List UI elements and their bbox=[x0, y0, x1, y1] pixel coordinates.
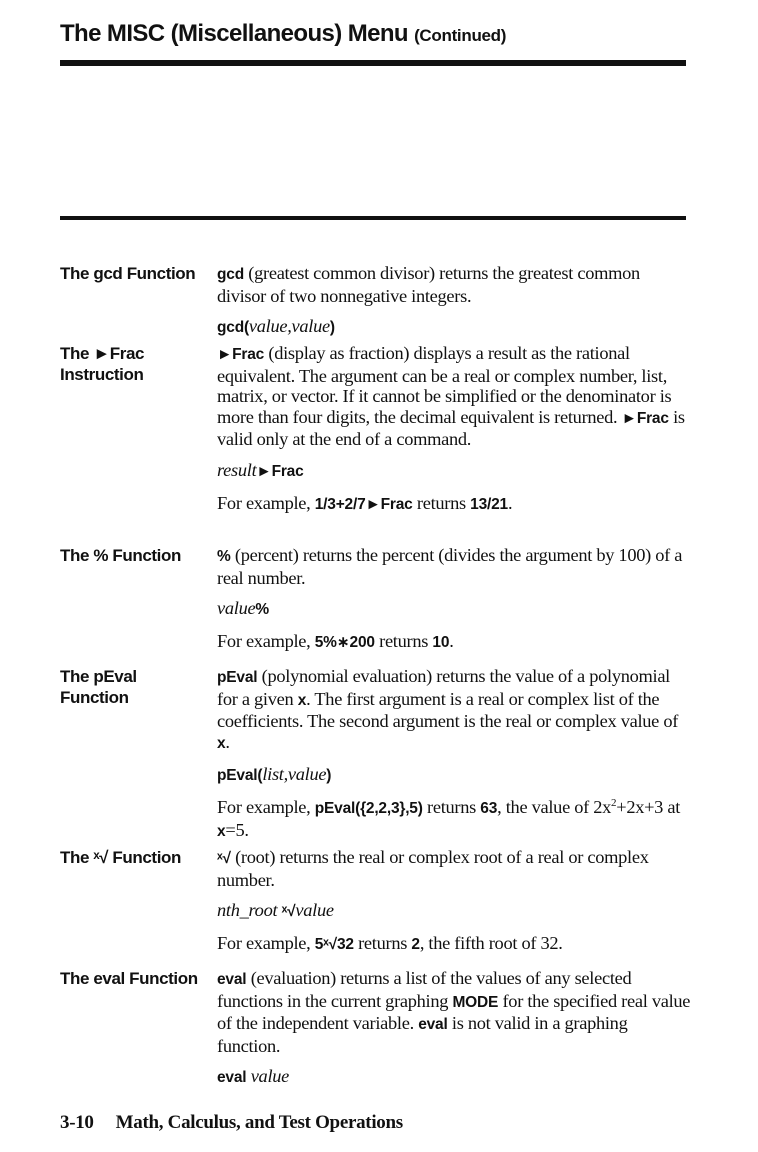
entry-body-peval bbox=[217, 666, 692, 852]
page-title bbox=[60, 20, 506, 48]
entry-body-eval bbox=[217, 968, 692, 1099]
entry-body-frac bbox=[217, 343, 692, 525]
header-rule bbox=[60, 60, 686, 66]
syntax-eval: eval value bbox=[217, 1066, 290, 1087]
entry-body-root bbox=[217, 847, 692, 965]
page-title-continued: (Continued) bbox=[414, 26, 507, 45]
syntax-peval: pEval(list,value) bbox=[217, 764, 332, 785]
entry-body-gcd bbox=[217, 263, 692, 349]
entry-title-percent: The % Function bbox=[60, 546, 181, 565]
entry-title-root: The ˣ√ Function bbox=[60, 848, 181, 867]
description-peval: pEval (polynomial evaluation) returns the value of a polynomial for a given x. The first argument is a real or complex list of the coefficients. The second argument is the real or complex value of x. bbox=[217, 666, 679, 752]
example-percent: For example, 5%∗200 returns 10. bbox=[217, 630, 454, 651]
syntax-percent: value% bbox=[217, 598, 269, 619]
page-title-main: The MISC (Miscellaneous) Menu bbox=[60, 20, 408, 47]
description-root: ˣ√ (root) returns the real or complex root of a real or complex number. bbox=[217, 847, 649, 890]
description-percent: % (percent) returns the percent (divides the argument by 100) of a real number. bbox=[217, 545, 683, 588]
example-root: For example, 5ˣ√32 returns 2, the fifth root of 32. bbox=[217, 932, 563, 953]
page-number: 3-10 bbox=[60, 1112, 94, 1133]
section-rule bbox=[60, 216, 686, 220]
entry-title-frac: The ►Frac Instruction bbox=[60, 344, 145, 384]
description-frac: ►Frac (display as fraction) displays a result as the rational equivalent. The argument can be a real or complex number, list, matrix, or vector. If it cannot be simplified or the denominator is more than four digits, the decimal equivalent is returned. ►Frac is valid only at the end of a command. bbox=[217, 343, 685, 450]
entry-title-eval: The eval Function bbox=[60, 969, 198, 988]
description-eval: eval (evaluation) returns a list of the values of any selected functions in the current graphing MODE for the specified real value of the independent variable. eval is not valid in a graphing function. bbox=[217, 968, 691, 1056]
syntax-frac: result►Frac bbox=[217, 459, 304, 480]
syntax-gcd: gcd(value,value) bbox=[217, 316, 335, 337]
description-gcd: gcd (greatest common divisor) returns the greatest common divisor of two nonnegative integers. bbox=[217, 263, 640, 306]
example-frac: For example, 1/3+2/7►Frac returns 13/21. bbox=[217, 492, 513, 513]
entry-title-gcd: The gcd Function bbox=[60, 264, 196, 283]
example-peval: For example, pEval({2,2,3},5) returns 63, the value of $2x^2+2x+3$ at x=5. bbox=[217, 796, 681, 840]
section-title: Math, Calculus, and Test Operations bbox=[115, 1112, 403, 1133]
entry-body-percent bbox=[217, 545, 692, 663]
entry-title-peval: The pEval Function bbox=[60, 667, 137, 707]
syntax-root: nth_root ˣ√value bbox=[217, 900, 334, 921]
page-footer bbox=[60, 1112, 403, 1134]
